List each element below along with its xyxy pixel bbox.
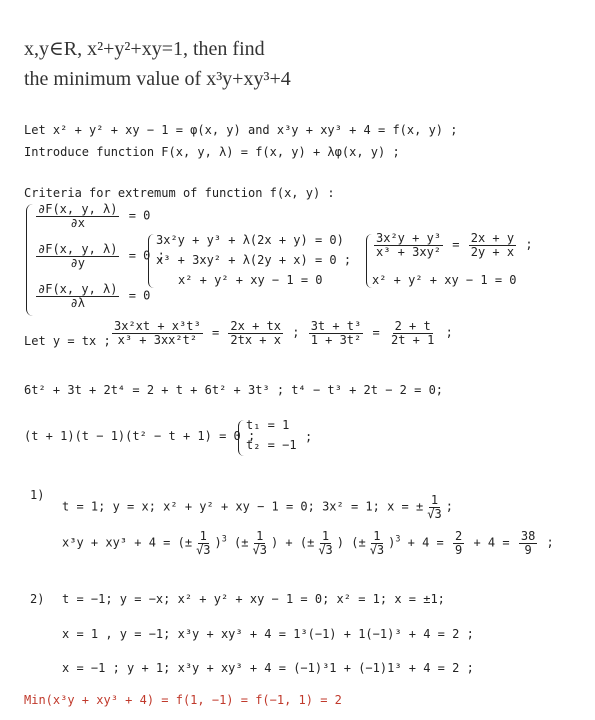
roots-end: ; bbox=[305, 430, 313, 444]
conclusion: Min(x³y + xy³ + 4) = f(1, −1) = f(−1, 1) = 2 bbox=[24, 693, 342, 707]
intro-line1: Let x² + y² + xy − 1 = φ(x, y) and x³y + xy³ + 4 = f(x, y) ; bbox=[24, 123, 458, 137]
partial-y: $\frac{\partial F(x, y, \lambda)}{\partial y}$ = 0 ; bbox=[38, 242, 165, 270]
system-eq1: 3x²y + y³ + λ(2x + y) = 0) bbox=[156, 233, 344, 247]
constraint-equation: x² + y² + xy − 1 = 0 bbox=[372, 273, 517, 287]
ratio-equation: $\frac{\text{3x²y + y³}}{\text{x³ + 3xy²}}$ = $\frac{2x + y}{2y + x}$ ; bbox=[376, 231, 533, 259]
root-2: t₂ = −1 bbox=[246, 438, 297, 452]
factored-equation: (t + 1)(t − 1)(t² − t + 1) = 0 ; bbox=[24, 429, 256, 443]
middle-brace bbox=[148, 234, 154, 288]
problem-title-line2: the minimum value of x³y+xy³+4 bbox=[24, 68, 291, 90]
substitution-fractions: $\frac{\text{3x²xt + x³t³}}{\text{x³ + 3xx²t²}}$ = $\frac{2x + tx}{2tx + x}$ ; $\frac{\text{3t + t³}}{\text{1 + 3t²}}$ = $\frac{2 + t}{2t + 1}$ ; bbox=[114, 319, 453, 347]
substitution-label: Let y = tx ; bbox=[24, 334, 111, 348]
case2-line1: t = −1; y = −x; x² + y² + xy − 1 = 0; x² = 1; x = ±1; bbox=[62, 592, 445, 606]
root-1: t₁ = 1 bbox=[246, 418, 290, 432]
intro-line2: Introduce function F(x, y, λ) = f(x, y) + λφ(x, y) ; bbox=[24, 145, 400, 159]
case2-line2: x = 1 , y = −1; x³y + xy³ + 4 = 1³(−1) + 1(−1)³ + 4 = 2 ; bbox=[62, 627, 474, 641]
case1-line2: x³y + xy³ + 4 = (± $\frac{1}{√3}$ )$^3$ (± $\frac{1}{√3}$ ) + (± $\frac{1}{√3}$ ) (± $\frac{1}{√3}$ )$^3$ + 4 = $\frac{2}{9}$ + 4 = $\frac{38}{9}$ ; bbox=[62, 529, 554, 557]
roots-brace bbox=[238, 420, 244, 456]
partial-lambda: $\frac{\partial F(x, y, \lambda)}{\partial\lambda}$ = 0 bbox=[38, 282, 151, 310]
system-eq3: x² + y² + xy − 1 = 0 bbox=[178, 273, 323, 287]
partial-x: $\frac{\partial F(x, y, \lambda)}{\partial x}$ = 0 bbox=[38, 202, 151, 230]
case2-line3: x = −1 ; y + 1; x³y + xy³ + 4 = (−1)³1 + (−1)1³ + 4 = 2 ; bbox=[62, 661, 474, 675]
case2-number: 2) bbox=[30, 592, 45, 606]
system-eq2: x³ + 3xy² + λ(2y + x) = 0 ; bbox=[156, 253, 352, 267]
case1-number: 1) bbox=[30, 488, 45, 502]
left-brace bbox=[26, 204, 33, 316]
criteria-heading: Criteria for extremum of function f(x, y) : bbox=[24, 186, 335, 200]
polynomial-equation: 6t² + 3t + 2t⁴ = 2 + t + 6t² + 3t³ ; t⁴ − t³ + 2t − 2 = 0; bbox=[24, 383, 444, 397]
case1-line1: t = 1; y = x; x² + y² + xy − 1 = 0; 3x² = 1; x = ± $\frac{1}{√3}$ ; bbox=[62, 493, 453, 521]
problem-title-line1: x,y∈R, x²+y²+xy=1, then find bbox=[24, 38, 265, 60]
